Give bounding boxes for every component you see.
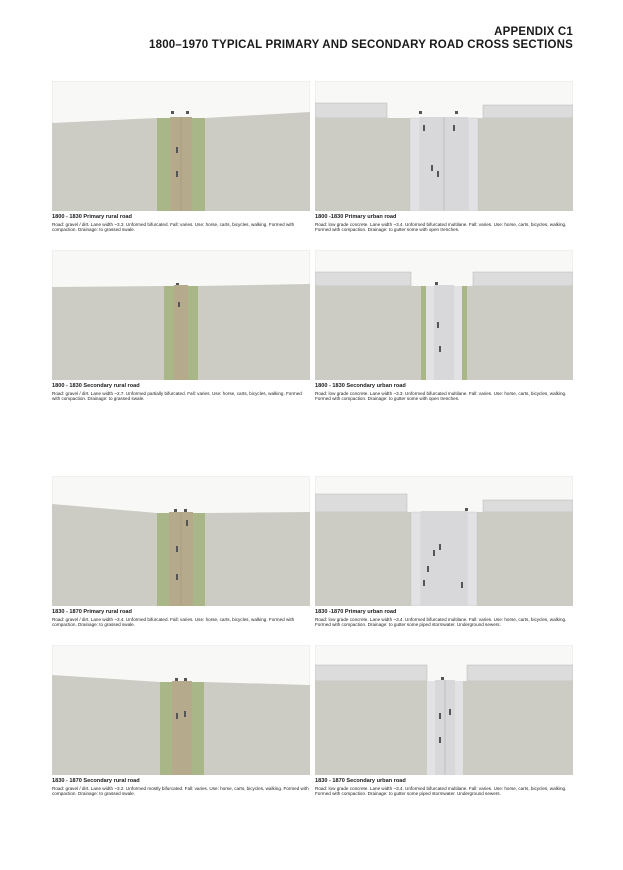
urban-road-icon <box>315 476 573 606</box>
appendix-label: APPENDIX C1 <box>494 26 573 38</box>
rural-road-icon <box>52 476 310 606</box>
panel-secondary-rural-1830 <box>52 645 310 797</box>
panel-primary-rural-1800 <box>52 81 310 233</box>
urban-road-icon <box>315 81 573 211</box>
panel-title: 1800 - 1830 Secondary urban road <box>315 383 406 389</box>
panel-title: 1800 -1830 Primary urban road <box>315 214 397 220</box>
panel-description: Road: low grade concrete. Lane width ~3.4. Unformed bifurcated multilane. Fall: varies. Use: horse, carts, bicycles, walking. Formed with compaction. Drainage: to gutter some piped stormwater. Underground sewers. <box>315 616 567 628</box>
rural-road-icon <box>52 250 310 380</box>
rural-road-icon <box>52 81 310 211</box>
panel-title: 1800 - 1830 Primary rural road <box>52 214 132 220</box>
urban-road-icon <box>315 645 573 775</box>
urban-road-icon <box>315 250 573 380</box>
page-title: 1800–1970 TYPICAL PRIMARY AND SECONDARY ROAD CROSS SECTIONS <box>149 39 573 51</box>
page-header <box>149 26 573 51</box>
panel-description: Road: gravel / dirt. Lane width ~3.2. Unformed mostly bifurcated. Fall: varies. Use: horse, carts, bicycles, walking. Formed with compaction. Drainage: to grassed swale. <box>52 785 309 797</box>
panel-primary-rural-1830 <box>52 476 310 628</box>
panel-description: Road: gravel / dirt. Lane width ~2.7. Unformed partially bifurcated. Fall: varies. Use: horse, carts, bicycles, walking. Formed with compaction. Drainage: to grassed swale. <box>52 390 302 402</box>
panel-title: 1830 - 1870 Primary rural road <box>52 609 132 615</box>
panel-description: Road: gravel / dirt. Lane width ~3.4. Unformed bifurcated. Fall: varies. Use: horse, carts, bicycles, walking. Formed with compaction. Drainage: to grassed swale. <box>52 616 295 628</box>
panel-primary-urban-1800 <box>315 81 573 233</box>
panel-secondary-rural-1800 <box>52 250 310 402</box>
panel-secondary-urban-1800 <box>315 250 573 402</box>
panel-description: Road: gravel / dirt. Lane width ~3.3. Unformed bifurcated. Fall: varies. Use: horse, carts, bicycles, walking. Formed with compaction. Drainage: to grassed swale. <box>52 221 295 233</box>
panel-description: Road: low grade concrete. Lane width ~3.3. Unformed bifurcated multilane. Fall: varies. Use: horse, carts, bicycles, walking. Formed with compaction. Drainage: to gutter some with open trenches. <box>315 390 567 402</box>
panel-description: Road: low grade concrete. Lane width ~3.4. Unformed bifurcated multilane. Fall: varies. Use: horse, carts, bicycles, walking. Formed with compaction. Drainage: to gutter some with open trenches. <box>315 221 567 233</box>
rural-road-icon <box>52 645 310 775</box>
panel-title: 1830 - 1870 Secondary rural road <box>52 778 140 784</box>
panel-title: 1800 - 1830 Secondary rural road <box>52 383 140 389</box>
panel-description: Road: low grade concrete. Lane width ~3.4. Unformed bifurcated multilane. Fall: varies. Use: horse, carts, bicycles, walking. Formed with compaction. Drainage: to gutter some piped stormwater. Underground sewers. <box>315 785 567 797</box>
panel-secondary-urban-1830 <box>315 645 573 797</box>
panel-title: 1830 - 1870 Secondary urban road <box>315 778 406 784</box>
panel-title: 1830 -1870 Primary urban road <box>315 609 397 615</box>
panel-primary-urban-1830 <box>315 476 573 628</box>
